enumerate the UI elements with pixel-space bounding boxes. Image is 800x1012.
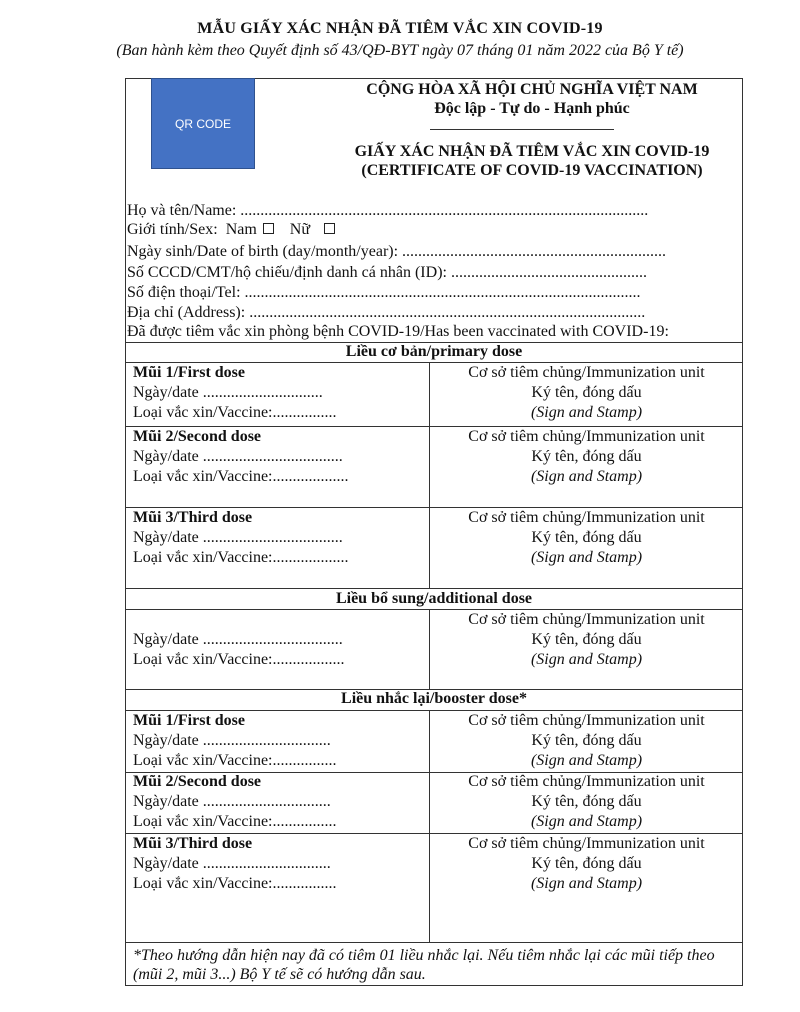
primary-dose-3-label: Mũi 3/Third dose — [133, 509, 253, 526]
sign-stamp-label: (Sign and Stamp) — [530, 404, 643, 421]
primary-dose-1-date[interactable]: Ngày/date .............................. — [133, 384, 323, 401]
national-motto: Độc lập - Tự do - Hạnh phúc — [434, 100, 630, 117]
primary-dose-3-vaccine[interactable]: Loại vắc xin/Vaccine:................... — [133, 549, 349, 566]
booster-dose-3-date[interactable]: Ngày/date ................................ — [133, 855, 331, 872]
additional-dose-vaccine[interactable]: Loại vắc xin/Vaccine:.................. — [133, 651, 345, 668]
id-field[interactable]: Số CCCD/CMT/hộ chiếu/định danh cá nhân (ID): ................................................. — [127, 264, 647, 281]
dob-field[interactable]: Ngày sinh/Date of birth (day/month/year): .................................................................. — [127, 243, 667, 260]
sign-stamp-label: (Sign and Stamp) — [530, 875, 643, 892]
divider — [125, 942, 743, 943]
divider — [125, 833, 743, 834]
booster-dose-heading: Liều nhắc lại/booster dose* — [341, 690, 527, 707]
primary-dose-2-label: Mũi 2/Second dose — [133, 428, 262, 445]
sign-stamp-label: (Sign and Stamp) — [530, 468, 643, 485]
immunization-unit-label: Cơ sở tiêm chủng/Immunization unit — [468, 835, 705, 852]
immunization-unit-label: Cơ sở tiêm chủng/Immunization unit — [468, 428, 705, 445]
sex-male-checkbox[interactable] — [263, 223, 274, 234]
national-name: CỘNG HÒA XÃ HỘI CHỦ NGHĨA VIỆT NAM — [366, 81, 698, 98]
immunization-unit-label: Cơ sở tiêm chủng/Immunization unit — [468, 712, 705, 729]
primary-dose-2-vaccine[interactable]: Loại vắc xin/Vaccine:................... — [133, 468, 349, 485]
divider — [125, 362, 743, 363]
booster-dose-3-label: Mũi 3/Third dose — [133, 835, 253, 852]
divider — [125, 588, 743, 589]
primary-dose-2-date[interactable]: Ngày/date ................................... — [133, 448, 343, 465]
sign-stamp-label: (Sign and Stamp) — [530, 549, 643, 566]
certificate-title-en: (CERTIFICATE OF COVID-19 VACCINATION) — [361, 162, 703, 179]
sign-label: Ký tên, đóng dấu — [531, 448, 642, 465]
sign-stamp-label: (Sign and Stamp) — [530, 651, 643, 668]
primary-dose-1-vaccine[interactable]: Loại vắc xin/Vaccine:................ — [133, 404, 337, 421]
sex-field — [127, 221, 335, 239]
primary-dose-heading: Liều cơ bản/primary dose — [345, 343, 523, 360]
footnote: *Theo hướng dẫn hiện nay đã có tiêm 01 liều nhắc lại. Nếu tiêm nhắc lại các mũi tiếp theo (mũi 2, mũi 3...) Bộ Y tế sẽ có hướng dẫn sau. — [133, 947, 715, 983]
sex-female-label: Nữ — [289, 221, 311, 238]
booster-dose-2-label: Mũi 2/Second dose — [133, 773, 262, 790]
sign-label: Ký tên, đóng dấu — [531, 631, 642, 648]
qr-code-placeholder — [151, 78, 255, 169]
vaccinated-statement: Đã được tiêm vắc xin phòng bệnh COVID-19/Has been vaccinated with COVID-19: — [127, 323, 669, 340]
address-field[interactable]: Địa chỉ (Address): ................................................................................................... — [127, 304, 646, 321]
sign-stamp-label: (Sign and Stamp) — [530, 752, 643, 769]
sex-male-label: Nam — [225, 221, 257, 238]
sign-label: Ký tên, đóng dấu — [531, 384, 642, 401]
immunization-unit-label: Cơ sở tiêm chủng/Immunization unit — [468, 509, 705, 526]
sign-label: Ký tên, đóng dấu — [531, 855, 642, 872]
sign-label: Ký tên, đóng dấu — [531, 529, 642, 546]
booster-dose-1-date[interactable]: Ngày/date ................................ — [133, 732, 331, 749]
certificate-title-vi: GIẤY XÁC NHẬN ĐÃ TIÊM VẮC XIN COVID-19 — [354, 143, 710, 160]
divider — [125, 609, 743, 610]
sex-label: Giới tính/Sex: — [127, 221, 218, 238]
booster-dose-3-vaccine[interactable]: Loại vắc xin/Vaccine:................ — [133, 875, 337, 892]
primary-dose-1-label: Mũi 1/First dose — [133, 364, 245, 381]
name-field[interactable]: Họ và tên/Name: ...................................................................................................... — [127, 202, 649, 219]
booster-dose-2-vaccine[interactable]: Loại vắc xin/Vaccine:................ — [133, 813, 337, 830]
phone-field[interactable]: Số điện thoại/Tel: ................................................................................................... — [127, 284, 641, 301]
immunization-unit-label: Cơ sở tiêm chủng/Immunization unit — [468, 364, 705, 381]
additional-dose-date[interactable]: Ngày/date ................................... — [133, 631, 343, 648]
booster-dose-2-date[interactable]: Ngày/date ................................ — [133, 793, 331, 810]
immunization-unit-label: Cơ sở tiêm chủng/Immunization unit — [468, 611, 705, 628]
additional-dose-heading: Liều bổ sung/additional dose — [335, 590, 533, 607]
divider — [125, 426, 743, 427]
sign-label: Ký tên, đóng dấu — [531, 793, 642, 810]
motto-underline — [430, 129, 614, 130]
booster-dose-1-vaccine[interactable]: Loại vắc xin/Vaccine:................ — [133, 752, 337, 769]
form-subtitle: (Ban hành kèm theo Quyết định số 43/QĐ-BYT ngày 07 tháng 01 năm 2022 của Bộ Y tế) — [116, 42, 684, 59]
primary-dose-3-date[interactable]: Ngày/date ................................... — [133, 529, 343, 546]
divider — [125, 710, 743, 711]
immunization-unit-label: Cơ sở tiêm chủng/Immunization unit — [468, 773, 705, 790]
divider — [125, 507, 743, 508]
qr-code-label: QR CODE — [174, 116, 231, 131]
sex-female-checkbox[interactable] — [324, 223, 335, 234]
sign-label: Ký tên, đóng dấu — [531, 732, 642, 749]
form-title: MẪU GIẤY XÁC NHẬN ĐÃ TIÊM VẮC XIN COVID-19 — [197, 20, 603, 37]
booster-dose-1-label: Mũi 1/First dose — [133, 712, 245, 729]
sign-stamp-label: (Sign and Stamp) — [530, 813, 643, 830]
